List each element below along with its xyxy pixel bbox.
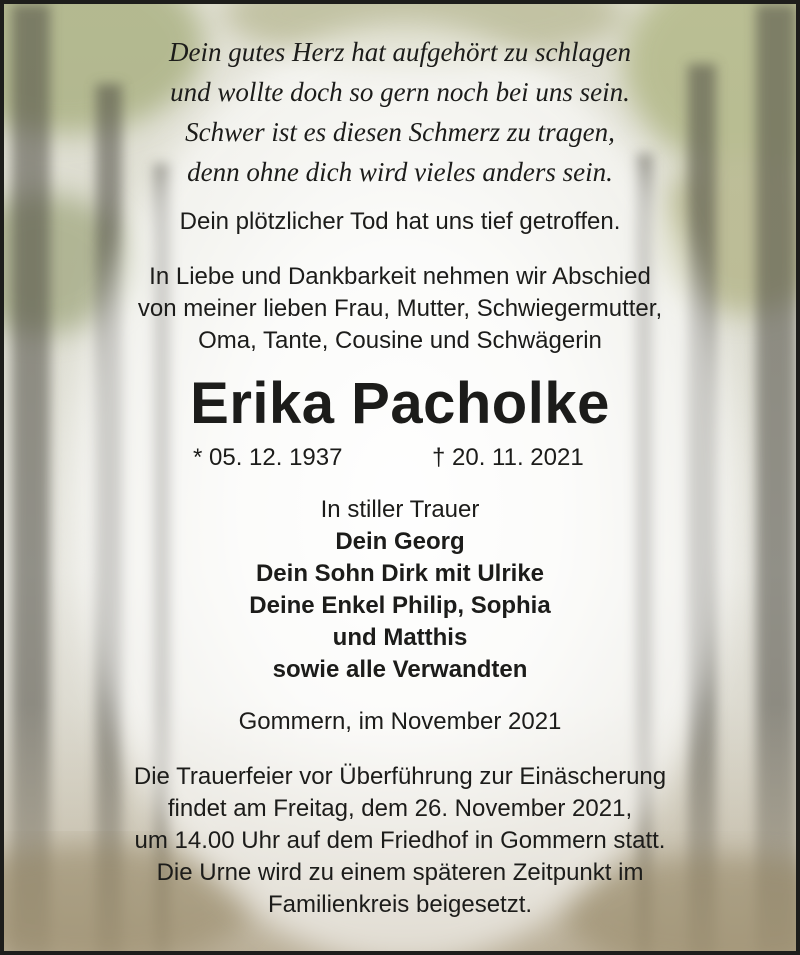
sudden-death-text: Dein plötzlicher Tod hat uns tief getroffen. (179, 208, 621, 235)
ceremony-line: Familienkreis beigesetzt. (267, 891, 533, 918)
mourner-line: sowie alle Verwandten (272, 656, 528, 683)
obituary-text (4, 4, 796, 951)
death-date: † 20. 11. 2021 (432, 444, 584, 471)
place-date: Gommern, im November 2021 (238, 708, 562, 735)
farewell-line: In Liebe und Dankbarkeit nehmen wir Abschied (149, 263, 651, 290)
ceremony-line: Die Trauerfeier vor Überführung zur Einäscherung (133, 763, 667, 790)
mourning-intro: In stiller Trauer (320, 496, 480, 523)
mourner-line: Deine Enkel Philip, Sophia (249, 592, 551, 619)
ceremony-line: um 14.00 Uhr auf dem Friedhof in Gommern statt. (134, 827, 666, 854)
birth-date: * 05. 12. 1937 (193, 444, 343, 471)
poem-line: und wollte doch so gern noch bei uns sein. (170, 77, 630, 107)
ceremony-line: Die Urne wird zu einem späteren Zeitpunkt im (156, 859, 644, 886)
farewell-line: von meiner lieben Frau, Mutter, Schwiegermutter, (137, 295, 663, 322)
mourner-line: Dein Georg (335, 528, 465, 555)
mourner-line: Dein Sohn Dirk mit Ulrike (255, 560, 545, 587)
deceased-name: Erika Pacholke (190, 371, 610, 436)
poem-line: Dein gutes Herz hat aufgehört zu schlagen (169, 37, 631, 67)
poem-line: denn ohne dich wird vieles anders sein. (187, 157, 613, 187)
ceremony-line: findet am Freitag, dem 26. November 2021, (167, 795, 633, 822)
poem-line: Schwer ist es diesen Schmerz zu tragen, (185, 117, 615, 147)
mourner-line: und Matthis (332, 624, 468, 651)
farewell-line: Oma, Tante, Cousine und Schwägerin (198, 327, 602, 354)
